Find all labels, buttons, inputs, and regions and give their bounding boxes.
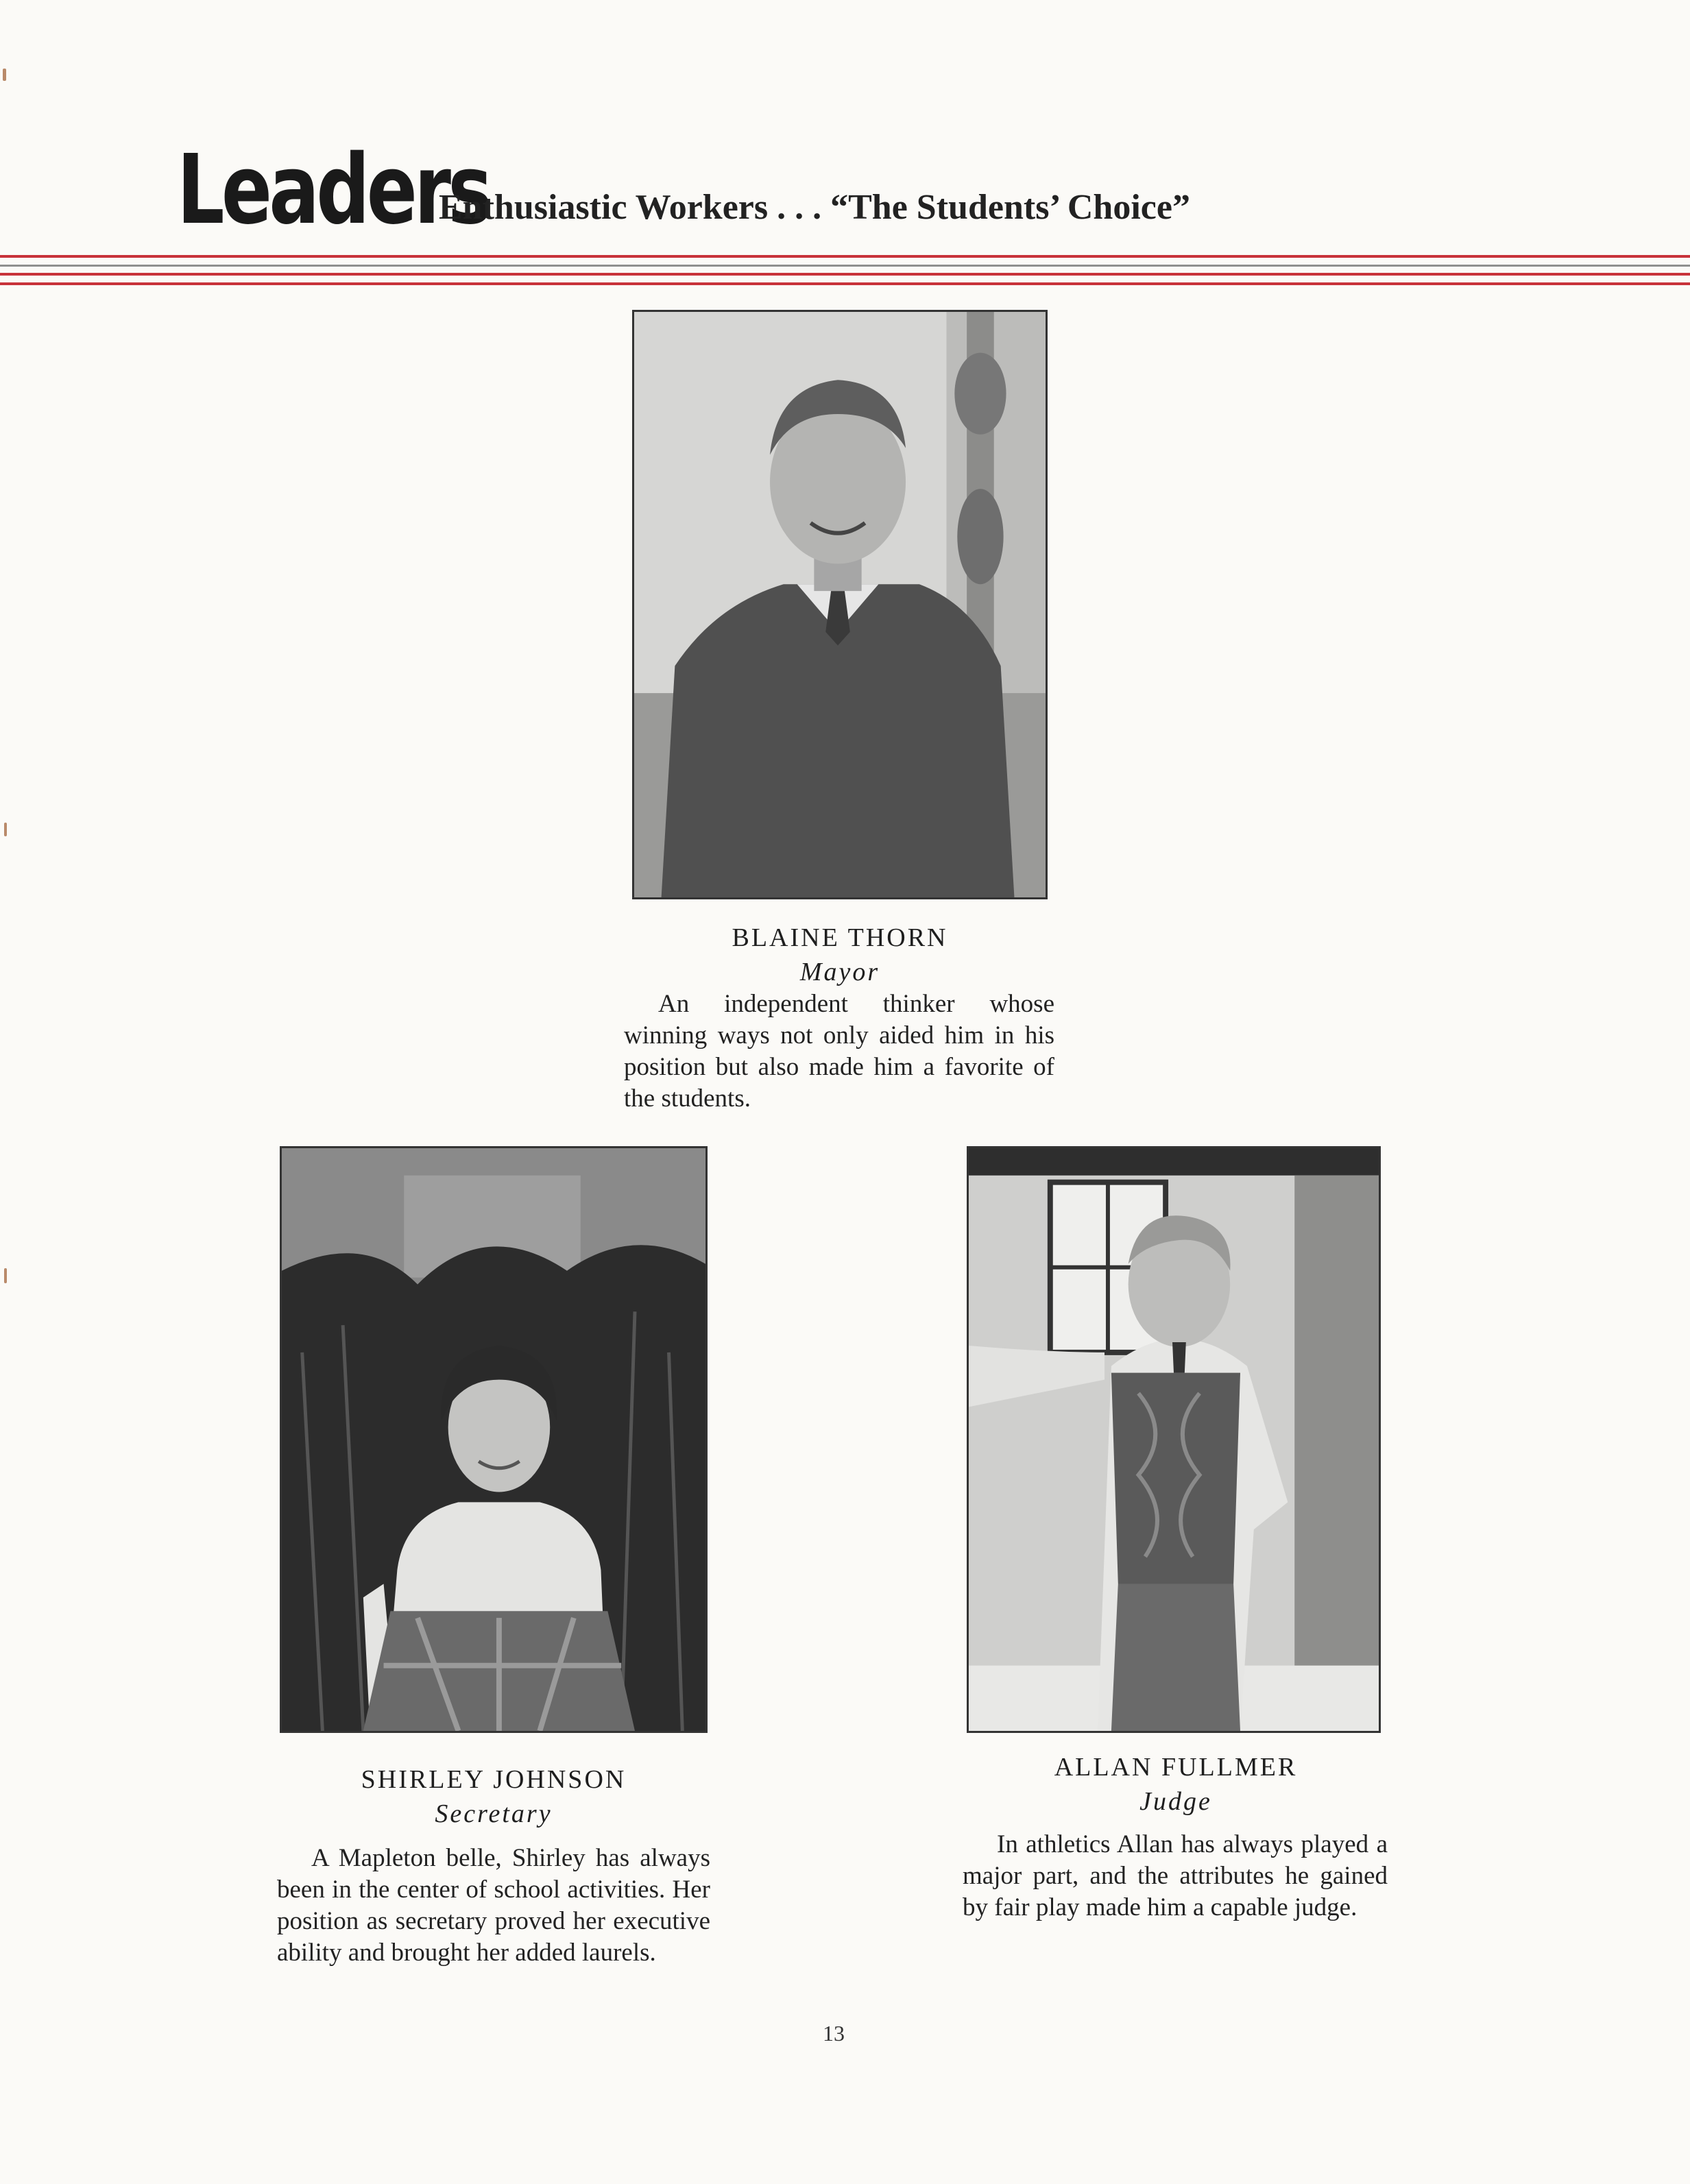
- page-subtitle: Enthusiastic Workers . . . “The Students’ Choice”: [439, 188, 1190, 227]
- photo-allan-fullmer: [967, 1146, 1381, 1733]
- page-title: Leaders: [177, 134, 490, 246]
- leader-bio: In athletics Allan has always played a major part, and the attributes he gained by fair play made him a capable judge.: [963, 1830, 1388, 1921]
- leader-role: Judge: [1139, 1787, 1212, 1816]
- portrait-image: [282, 1148, 705, 1731]
- leader-name: ALLAN FULLMER: [1054, 1753, 1298, 1782]
- leader-role: Mayor: [799, 958, 880, 986]
- header-rule-grey: [0, 265, 1690, 267]
- leader-bio: An independent thinker whose winning ways not only aided him in his position but also made him a favorite of the students.: [624, 990, 1054, 1113]
- page-number: 13: [823, 2021, 845, 2046]
- leader-bio: A Mapleton belle, Shirley has always been in the center of school activities. Her position as secretary proved her executive ability and brought her added laurels.: [277, 1844, 710, 1967]
- header-rule-red-3: [0, 282, 1690, 285]
- margin-speck: [4, 823, 7, 836]
- leader-name: BLAINE THORN: [732, 923, 948, 952]
- header-rule-red-1: [0, 255, 1690, 258]
- portrait-image: [969, 1148, 1379, 1731]
- margin-speck: [3, 69, 6, 81]
- header-rule-red-2: [0, 273, 1690, 276]
- photo-shirley-johnson: [280, 1146, 708, 1733]
- photo-blaine-thorn: [632, 310, 1048, 899]
- margin-speck: [4, 1268, 7, 1283]
- caption-allan-fullmer: [953, 1749, 1399, 1818]
- leader-name: SHIRLEY JOHNSON: [361, 1765, 627, 1794]
- leader-role: Secretary: [435, 1799, 553, 1828]
- caption-shirley-johnson: [274, 1762, 713, 1830]
- caption-blaine-thorn: [617, 920, 1063, 988]
- portrait-image: [634, 312, 1046, 897]
